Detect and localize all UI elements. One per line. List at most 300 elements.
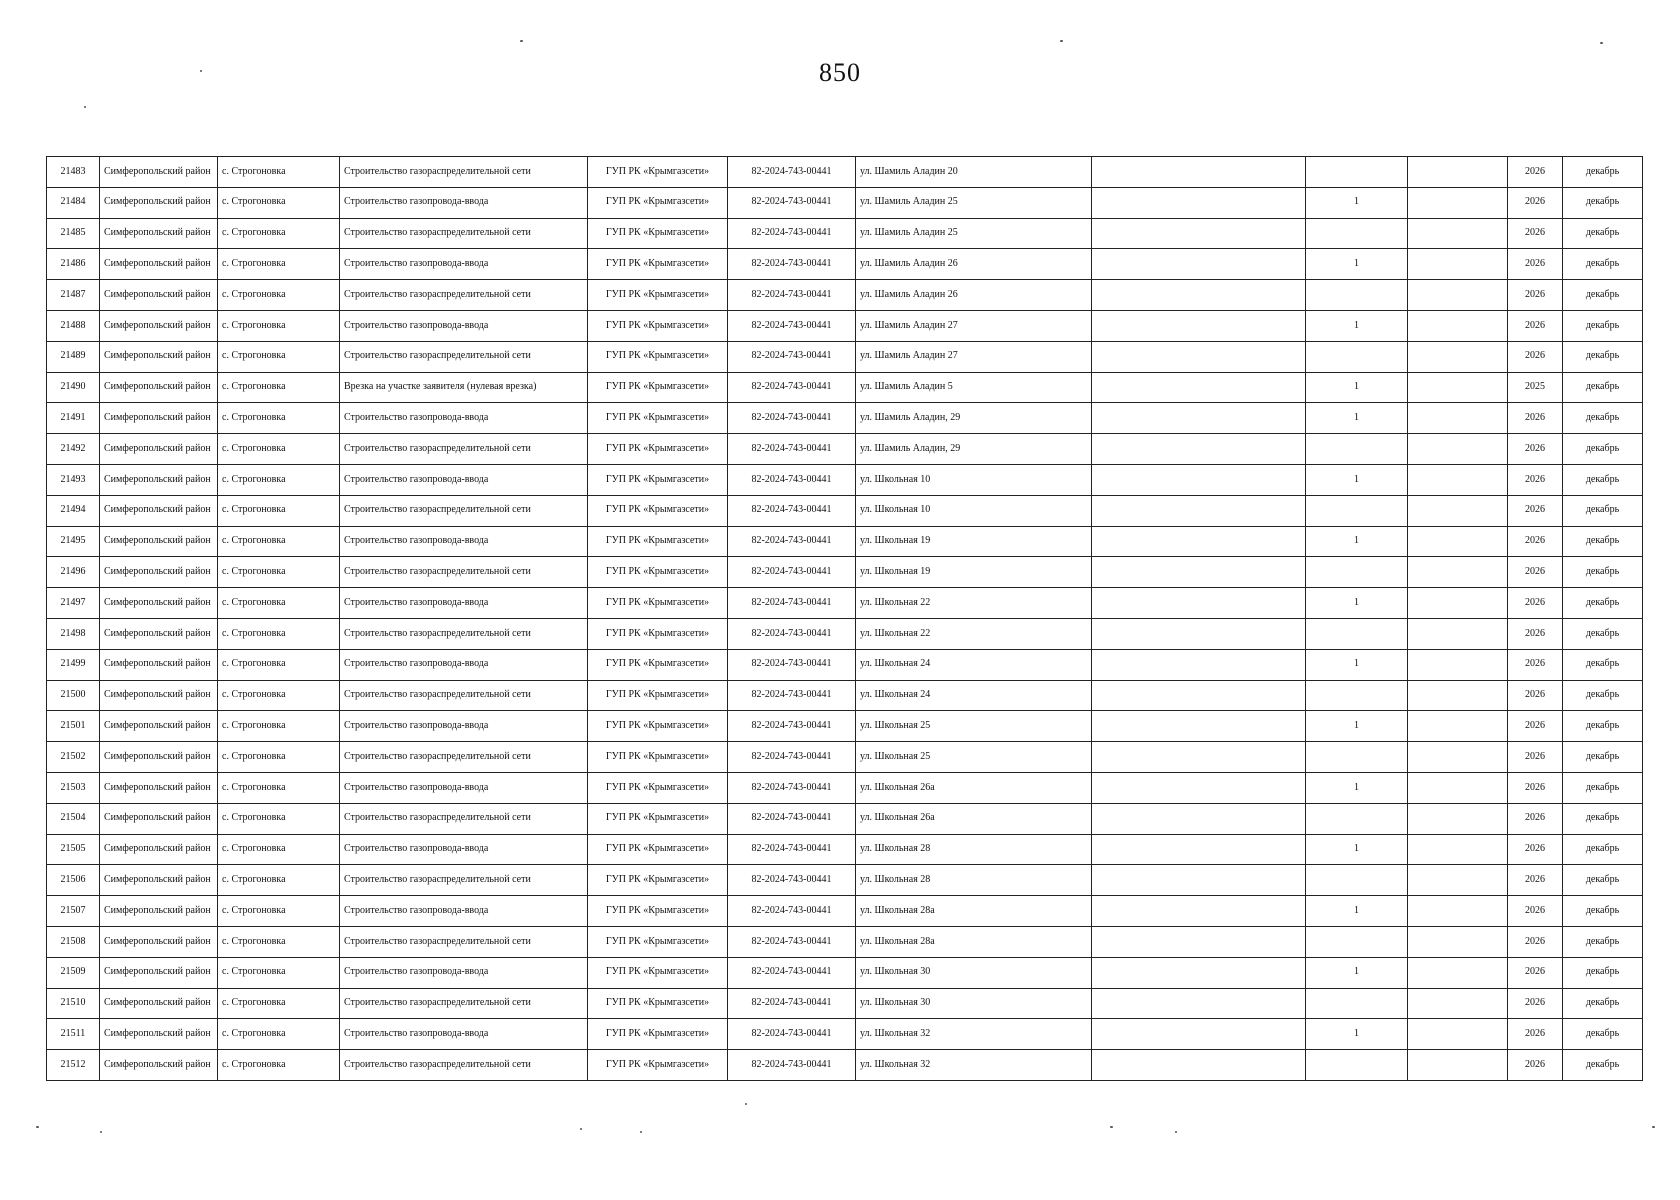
empty-cell — [1408, 218, 1508, 249]
scan-speck — [1060, 40, 1063, 42]
organization-cell: ГУП РК «Крымгазсети» — [588, 803, 728, 834]
organization-cell: ГУП РК «Крымгазсети» — [588, 218, 728, 249]
page-number: 850 — [819, 58, 861, 87]
empty-cell — [1408, 157, 1508, 188]
empty-cell — [1092, 249, 1306, 280]
year-cell: 2026 — [1508, 403, 1563, 434]
table-body — [47, 157, 1643, 1081]
district-cell: Симферопольский район — [100, 1019, 218, 1050]
work-type-cell: Строительство газораспределительной сети — [340, 803, 588, 834]
row-number: 21485 — [47, 218, 100, 249]
work-type-cell: Строительство газораспределительной сети — [340, 157, 588, 188]
village-cell: с. Строгоновка — [218, 341, 340, 372]
empty-cell — [1408, 803, 1508, 834]
address-cell: ул. Шамиль Аладин 25 — [856, 218, 1092, 249]
quantity-cell — [1306, 434, 1408, 465]
registry-code-cell: 82-2024-743-00441 — [728, 1019, 856, 1050]
district-cell: Симферопольский район — [100, 280, 218, 311]
row-number: 21512 — [47, 1050, 100, 1081]
organization-cell: ГУП РК «Крымгазсети» — [588, 157, 728, 188]
address-cell: ул. Школьная 25 — [856, 742, 1092, 773]
month-cell: декабрь — [1563, 711, 1643, 742]
quantity-cell: 1 — [1306, 249, 1408, 280]
month-cell: декабрь — [1563, 341, 1643, 372]
work-type-cell: Строительство газопровода-ввода — [340, 772, 588, 803]
registry-code-cell: 82-2024-743-00441 — [728, 157, 856, 188]
village-cell: с. Строгоновка — [218, 218, 340, 249]
empty-cell — [1092, 557, 1306, 588]
address-cell: ул. Школьная 32 — [856, 1050, 1092, 1081]
year-cell: 2026 — [1508, 557, 1563, 588]
empty-cell — [1092, 834, 1306, 865]
registry-code-cell: 82-2024-743-00441 — [728, 526, 856, 557]
village-cell: с. Строгоновка — [218, 495, 340, 526]
quantity-cell: 1 — [1306, 772, 1408, 803]
year-cell: 2026 — [1508, 310, 1563, 341]
empty-cell — [1408, 495, 1508, 526]
month-cell: декабрь — [1563, 1050, 1643, 1081]
village-cell: с. Строгоновка — [218, 464, 340, 495]
village-cell: с. Строгоновка — [218, 957, 340, 988]
table-row — [47, 187, 1643, 218]
table-row — [47, 1050, 1643, 1081]
work-type-cell: Строительство газораспределительной сети — [340, 742, 588, 773]
work-type-cell: Строительство газораспределительной сети — [340, 1050, 588, 1081]
month-cell: декабрь — [1563, 1019, 1643, 1050]
district-cell: Симферопольский район — [100, 834, 218, 865]
row-number: 21501 — [47, 711, 100, 742]
work-type-cell: Строительство газораспределительной сети — [340, 341, 588, 372]
village-cell: с. Строгоновка — [218, 680, 340, 711]
address-cell: ул. Школьная 26а — [856, 803, 1092, 834]
village-cell: с. Строгоновка — [218, 249, 340, 280]
scan-speck — [640, 1131, 642, 1133]
district-cell: Симферопольский район — [100, 772, 218, 803]
district-cell: Симферопольский район — [100, 557, 218, 588]
district-cell: Симферопольский район — [100, 526, 218, 557]
empty-cell — [1092, 742, 1306, 773]
row-number: 21495 — [47, 526, 100, 557]
registry-code-cell: 82-2024-743-00441 — [728, 834, 856, 865]
work-type-cell: Строительство газопровода-ввода — [340, 896, 588, 927]
registry-code-cell: 82-2024-743-00441 — [728, 896, 856, 927]
quantity-cell: 1 — [1306, 711, 1408, 742]
table-row — [47, 803, 1643, 834]
quantity-cell — [1306, 280, 1408, 311]
empty-cell — [1408, 618, 1508, 649]
organization-cell: ГУП РК «Крымгазсети» — [588, 711, 728, 742]
village-cell: с. Строгоновка — [218, 280, 340, 311]
row-number: 21492 — [47, 434, 100, 465]
table-row — [47, 526, 1643, 557]
year-cell: 2026 — [1508, 464, 1563, 495]
registry-code-cell: 82-2024-743-00441 — [728, 926, 856, 957]
empty-cell — [1092, 896, 1306, 927]
work-type-cell: Строительство газораспределительной сети — [340, 495, 588, 526]
empty-cell — [1092, 772, 1306, 803]
work-type-cell: Строительство газораспределительной сети — [340, 434, 588, 465]
work-type-cell: Строительство газораспределительной сети — [340, 280, 588, 311]
quantity-cell — [1306, 926, 1408, 957]
quantity-cell: 1 — [1306, 588, 1408, 619]
empty-cell — [1408, 310, 1508, 341]
empty-cell — [1092, 280, 1306, 311]
month-cell: декабрь — [1563, 403, 1643, 434]
month-cell: декабрь — [1563, 896, 1643, 927]
row-number: 21490 — [47, 372, 100, 403]
address-cell: ул. Шамиль Аладин, 29 — [856, 434, 1092, 465]
month-cell: декабрь — [1563, 495, 1643, 526]
year-cell: 2026 — [1508, 742, 1563, 773]
village-cell: с. Строгоновка — [218, 157, 340, 188]
scan-speck — [1175, 1131, 1177, 1133]
table-row — [47, 618, 1643, 649]
organization-cell: ГУП РК «Крымгазсети» — [588, 187, 728, 218]
work-type-cell: Строительство газопровода-ввода — [340, 1019, 588, 1050]
gasification-schedule-table — [46, 156, 1643, 1081]
address-cell: ул. Школьная 19 — [856, 557, 1092, 588]
registry-code-cell: 82-2024-743-00441 — [728, 742, 856, 773]
empty-cell — [1092, 988, 1306, 1019]
month-cell: декабрь — [1563, 218, 1643, 249]
empty-cell — [1408, 588, 1508, 619]
row-number: 21502 — [47, 742, 100, 773]
village-cell: с. Строгоновка — [218, 403, 340, 434]
work-type-cell: Строительство газораспределительной сети — [340, 680, 588, 711]
year-cell: 2026 — [1508, 926, 1563, 957]
address-cell: ул. Школьная 28 — [856, 865, 1092, 896]
year-cell: 2026 — [1508, 680, 1563, 711]
district-cell: Симферопольский район — [100, 157, 218, 188]
work-type-cell: Строительство газопровода-ввода — [340, 403, 588, 434]
work-type-cell: Строительство газопровода-ввода — [340, 464, 588, 495]
address-cell: ул. Школьная 24 — [856, 649, 1092, 680]
empty-cell — [1408, 926, 1508, 957]
district-cell: Симферопольский район — [100, 372, 218, 403]
organization-cell: ГУП РК «Крымгазсети» — [588, 772, 728, 803]
district-cell: Симферопольский район — [100, 926, 218, 957]
work-type-cell: Строительство газопровода-ввода — [340, 711, 588, 742]
empty-cell — [1092, 310, 1306, 341]
district-cell: Симферопольский район — [100, 310, 218, 341]
address-cell: ул. Шамиль Аладин 26 — [856, 280, 1092, 311]
village-cell: с. Строгоновка — [218, 803, 340, 834]
quantity-cell — [1306, 742, 1408, 773]
registry-code-cell: 82-2024-743-00441 — [728, 434, 856, 465]
quantity-cell: 1 — [1306, 310, 1408, 341]
empty-cell — [1408, 865, 1508, 896]
empty-cell — [1092, 618, 1306, 649]
table-row — [47, 957, 1643, 988]
scan-speck — [1600, 42, 1603, 44]
empty-cell — [1092, 1050, 1306, 1081]
address-cell: ул. Школьная 28а — [856, 896, 1092, 927]
empty-cell — [1092, 526, 1306, 557]
quantity-cell: 1 — [1306, 896, 1408, 927]
table-row — [47, 680, 1643, 711]
registry-code-cell: 82-2024-743-00441 — [728, 249, 856, 280]
empty-cell — [1092, 926, 1306, 957]
empty-cell — [1092, 495, 1306, 526]
work-type-cell: Строительство газораспределительной сети — [340, 865, 588, 896]
work-type-cell: Строительство газораспределительной сети — [340, 618, 588, 649]
empty-cell — [1092, 372, 1306, 403]
registry-code-cell: 82-2024-743-00441 — [728, 403, 856, 434]
work-type-cell: Строительство газопровода-ввода — [340, 588, 588, 619]
registry-code-cell: 82-2024-743-00441 — [728, 495, 856, 526]
year-cell: 2026 — [1508, 988, 1563, 1019]
village-cell: с. Строгоновка — [218, 310, 340, 341]
registry-code-cell: 82-2024-743-00441 — [728, 341, 856, 372]
village-cell: с. Строгоновка — [218, 526, 340, 557]
organization-cell: ГУП РК «Крымгазсети» — [588, 434, 728, 465]
registry-code-cell: 82-2024-743-00441 — [728, 957, 856, 988]
quantity-cell — [1306, 865, 1408, 896]
table-row — [47, 280, 1643, 311]
work-type-cell: Врезка на участке заявителя (нулевая врезка) — [340, 372, 588, 403]
organization-cell: ГУП РК «Крымгазсети» — [588, 865, 728, 896]
organization-cell: ГУП РК «Крымгазсети» — [588, 742, 728, 773]
address-cell: ул. Шамиль Аладин 27 — [856, 341, 1092, 372]
district-cell: Симферопольский район — [100, 896, 218, 927]
year-cell: 2026 — [1508, 495, 1563, 526]
year-cell: 2026 — [1508, 249, 1563, 280]
organization-cell: ГУП РК «Крымгазсети» — [588, 464, 728, 495]
address-cell: ул. Шамиль Аладин 26 — [856, 249, 1092, 280]
row-number: 21510 — [47, 988, 100, 1019]
year-cell: 2026 — [1508, 526, 1563, 557]
table-row — [47, 865, 1643, 896]
row-number: 21511 — [47, 1019, 100, 1050]
empty-cell — [1408, 834, 1508, 865]
empty-cell — [1092, 464, 1306, 495]
registry-code-cell: 82-2024-743-00441 — [728, 218, 856, 249]
empty-cell — [1408, 711, 1508, 742]
month-cell: декабрь — [1563, 865, 1643, 896]
district-cell: Симферопольский район — [100, 711, 218, 742]
month-cell: декабрь — [1563, 310, 1643, 341]
district-cell: Симферопольский район — [100, 957, 218, 988]
quantity-cell — [1306, 557, 1408, 588]
empty-cell — [1092, 157, 1306, 188]
work-type-cell: Строительство газопровода-ввода — [340, 526, 588, 557]
village-cell: с. Строгоновка — [218, 1050, 340, 1081]
quantity-cell — [1306, 618, 1408, 649]
year-cell: 2026 — [1508, 803, 1563, 834]
district-cell: Симферопольский район — [100, 803, 218, 834]
month-cell: декабрь — [1563, 772, 1643, 803]
table-row — [47, 495, 1643, 526]
year-cell: 2026 — [1508, 341, 1563, 372]
month-cell: декабрь — [1563, 988, 1643, 1019]
registry-code-cell: 82-2024-743-00441 — [728, 865, 856, 896]
work-type-cell: Строительство газопровода-ввода — [340, 649, 588, 680]
row-number: 21500 — [47, 680, 100, 711]
table-row — [47, 988, 1643, 1019]
empty-cell — [1408, 1050, 1508, 1081]
empty-cell — [1092, 341, 1306, 372]
district-cell: Симферопольский район — [100, 649, 218, 680]
row-number: 21504 — [47, 803, 100, 834]
table-row — [47, 341, 1643, 372]
table-row — [47, 1019, 1643, 1050]
year-cell: 2026 — [1508, 649, 1563, 680]
month-cell: декабрь — [1563, 588, 1643, 619]
empty-cell — [1092, 865, 1306, 896]
district-cell: Симферопольский район — [100, 865, 218, 896]
quantity-cell — [1306, 1050, 1408, 1081]
row-number: 21503 — [47, 772, 100, 803]
village-cell: с. Строгоновка — [218, 557, 340, 588]
district-cell: Симферопольский район — [100, 742, 218, 773]
village-cell: с. Строгоновка — [218, 711, 340, 742]
empty-cell — [1408, 403, 1508, 434]
table-row — [47, 926, 1643, 957]
registry-code-cell: 82-2024-743-00441 — [728, 988, 856, 1019]
address-cell: ул. Школьная 10 — [856, 464, 1092, 495]
year-cell: 2026 — [1508, 434, 1563, 465]
empty-cell — [1408, 557, 1508, 588]
row-number: 21484 — [47, 187, 100, 218]
empty-cell — [1408, 280, 1508, 311]
work-type-cell: Строительство газопровода-ввода — [340, 187, 588, 218]
empty-cell — [1408, 680, 1508, 711]
scan-speck — [1110, 1126, 1113, 1128]
organization-cell: ГУП РК «Крымгазсети» — [588, 680, 728, 711]
registry-code-cell: 82-2024-743-00441 — [728, 1050, 856, 1081]
month-cell: декабрь — [1563, 957, 1643, 988]
address-cell: ул. Шамиль Аладин, 29 — [856, 403, 1092, 434]
organization-cell: ГУП РК «Крымгазсети» — [588, 588, 728, 619]
year-cell: 2026 — [1508, 618, 1563, 649]
organization-cell: ГУП РК «Крымгазсети» — [588, 1019, 728, 1050]
registry-code-cell: 82-2024-743-00441 — [728, 588, 856, 619]
year-cell: 2026 — [1508, 772, 1563, 803]
empty-cell — [1408, 988, 1508, 1019]
village-cell: с. Строгоновка — [218, 772, 340, 803]
organization-cell: ГУП РК «Крымгазсети» — [588, 896, 728, 927]
month-cell: декабрь — [1563, 926, 1643, 957]
village-cell: с. Строгоновка — [218, 588, 340, 619]
month-cell: декабрь — [1563, 557, 1643, 588]
organization-cell: ГУП РК «Крымгазсети» — [588, 495, 728, 526]
work-type-cell: Строительство газораспределительной сети — [340, 988, 588, 1019]
month-cell: декабрь — [1563, 618, 1643, 649]
empty-cell — [1408, 526, 1508, 557]
month-cell: декабрь — [1563, 680, 1643, 711]
row-number: 21494 — [47, 495, 100, 526]
year-cell: 2026 — [1508, 834, 1563, 865]
district-cell: Симферопольский район — [100, 988, 218, 1019]
organization-cell: ГУП РК «Крымгазсети» — [588, 957, 728, 988]
district-cell: Симферопольский район — [100, 464, 218, 495]
address-cell: ул. Школьная 32 — [856, 1019, 1092, 1050]
organization-cell: ГУП РК «Крымгазсети» — [588, 1050, 728, 1081]
row-number: 21508 — [47, 926, 100, 957]
row-number: 21483 — [47, 157, 100, 188]
quantity-cell: 1 — [1306, 957, 1408, 988]
district-cell: Симферопольский район — [100, 341, 218, 372]
registry-code-cell: 82-2024-743-00441 — [728, 310, 856, 341]
village-cell: с. Строгоновка — [218, 742, 340, 773]
empty-cell — [1408, 249, 1508, 280]
empty-cell — [1408, 649, 1508, 680]
district-cell: Симферопольский район — [100, 187, 218, 218]
registry-code-cell: 82-2024-743-00441 — [728, 557, 856, 588]
year-cell: 2026 — [1508, 218, 1563, 249]
empty-cell — [1092, 403, 1306, 434]
address-cell: ул. Шамиль Аладин 25 — [856, 187, 1092, 218]
address-cell: ул. Школьная 26а — [856, 772, 1092, 803]
empty-cell — [1408, 957, 1508, 988]
quantity-cell: 1 — [1306, 649, 1408, 680]
month-cell: декабрь — [1563, 187, 1643, 218]
row-number: 21486 — [47, 249, 100, 280]
quantity-cell — [1306, 218, 1408, 249]
row-number: 21505 — [47, 834, 100, 865]
registry-code-cell: 82-2024-743-00441 — [728, 372, 856, 403]
empty-cell — [1092, 434, 1306, 465]
work-type-cell: Строительство газораспределительной сети — [340, 926, 588, 957]
quantity-cell — [1306, 680, 1408, 711]
empty-cell — [1408, 341, 1508, 372]
year-cell: 2026 — [1508, 865, 1563, 896]
scan-speck — [84, 106, 86, 108]
year-cell: 2026 — [1508, 187, 1563, 218]
month-cell: декабрь — [1563, 803, 1643, 834]
table-row — [47, 310, 1643, 341]
table-row — [47, 464, 1643, 495]
row-number: 21497 — [47, 588, 100, 619]
table-row — [47, 434, 1643, 465]
district-cell: Симферопольский район — [100, 495, 218, 526]
quantity-cell: 1 — [1306, 464, 1408, 495]
quantity-cell — [1306, 341, 1408, 372]
village-cell: с. Строгоновка — [218, 187, 340, 218]
village-cell: с. Строгоновка — [218, 649, 340, 680]
work-type-cell: Строительство газопровода-ввода — [340, 834, 588, 865]
registry-code-cell: 82-2024-743-00441 — [728, 772, 856, 803]
scan-speck — [100, 1131, 102, 1133]
month-cell: декабрь — [1563, 434, 1643, 465]
row-number: 21488 — [47, 310, 100, 341]
address-cell: ул. Школьная 24 — [856, 680, 1092, 711]
table-row — [47, 557, 1643, 588]
village-cell: с. Строгоновка — [218, 618, 340, 649]
empty-cell — [1092, 588, 1306, 619]
address-cell: ул. Шамиль Аладин 5 — [856, 372, 1092, 403]
year-cell: 2026 — [1508, 896, 1563, 927]
organization-cell: ГУП РК «Крымгазсети» — [588, 341, 728, 372]
organization-cell: ГУП РК «Крымгазсети» — [588, 249, 728, 280]
registry-code-cell: 82-2024-743-00441 — [728, 618, 856, 649]
year-cell: 2026 — [1508, 588, 1563, 619]
empty-cell — [1092, 1019, 1306, 1050]
work-type-cell: Строительство газопровода-ввода — [340, 249, 588, 280]
registry-code-cell: 82-2024-743-00441 — [728, 187, 856, 218]
row-number: 21496 — [47, 557, 100, 588]
scan-speck — [520, 40, 523, 42]
registry-code-cell: 82-2024-743-00441 — [728, 649, 856, 680]
row-number: 21493 — [47, 464, 100, 495]
year-cell: 2026 — [1508, 1050, 1563, 1081]
address-cell: ул. Школьная 22 — [856, 618, 1092, 649]
address-cell: ул. Шамиль Аладин 20 — [856, 157, 1092, 188]
table-row — [47, 772, 1643, 803]
table-row — [47, 742, 1643, 773]
village-cell: с. Строгоновка — [218, 865, 340, 896]
month-cell: декабрь — [1563, 649, 1643, 680]
